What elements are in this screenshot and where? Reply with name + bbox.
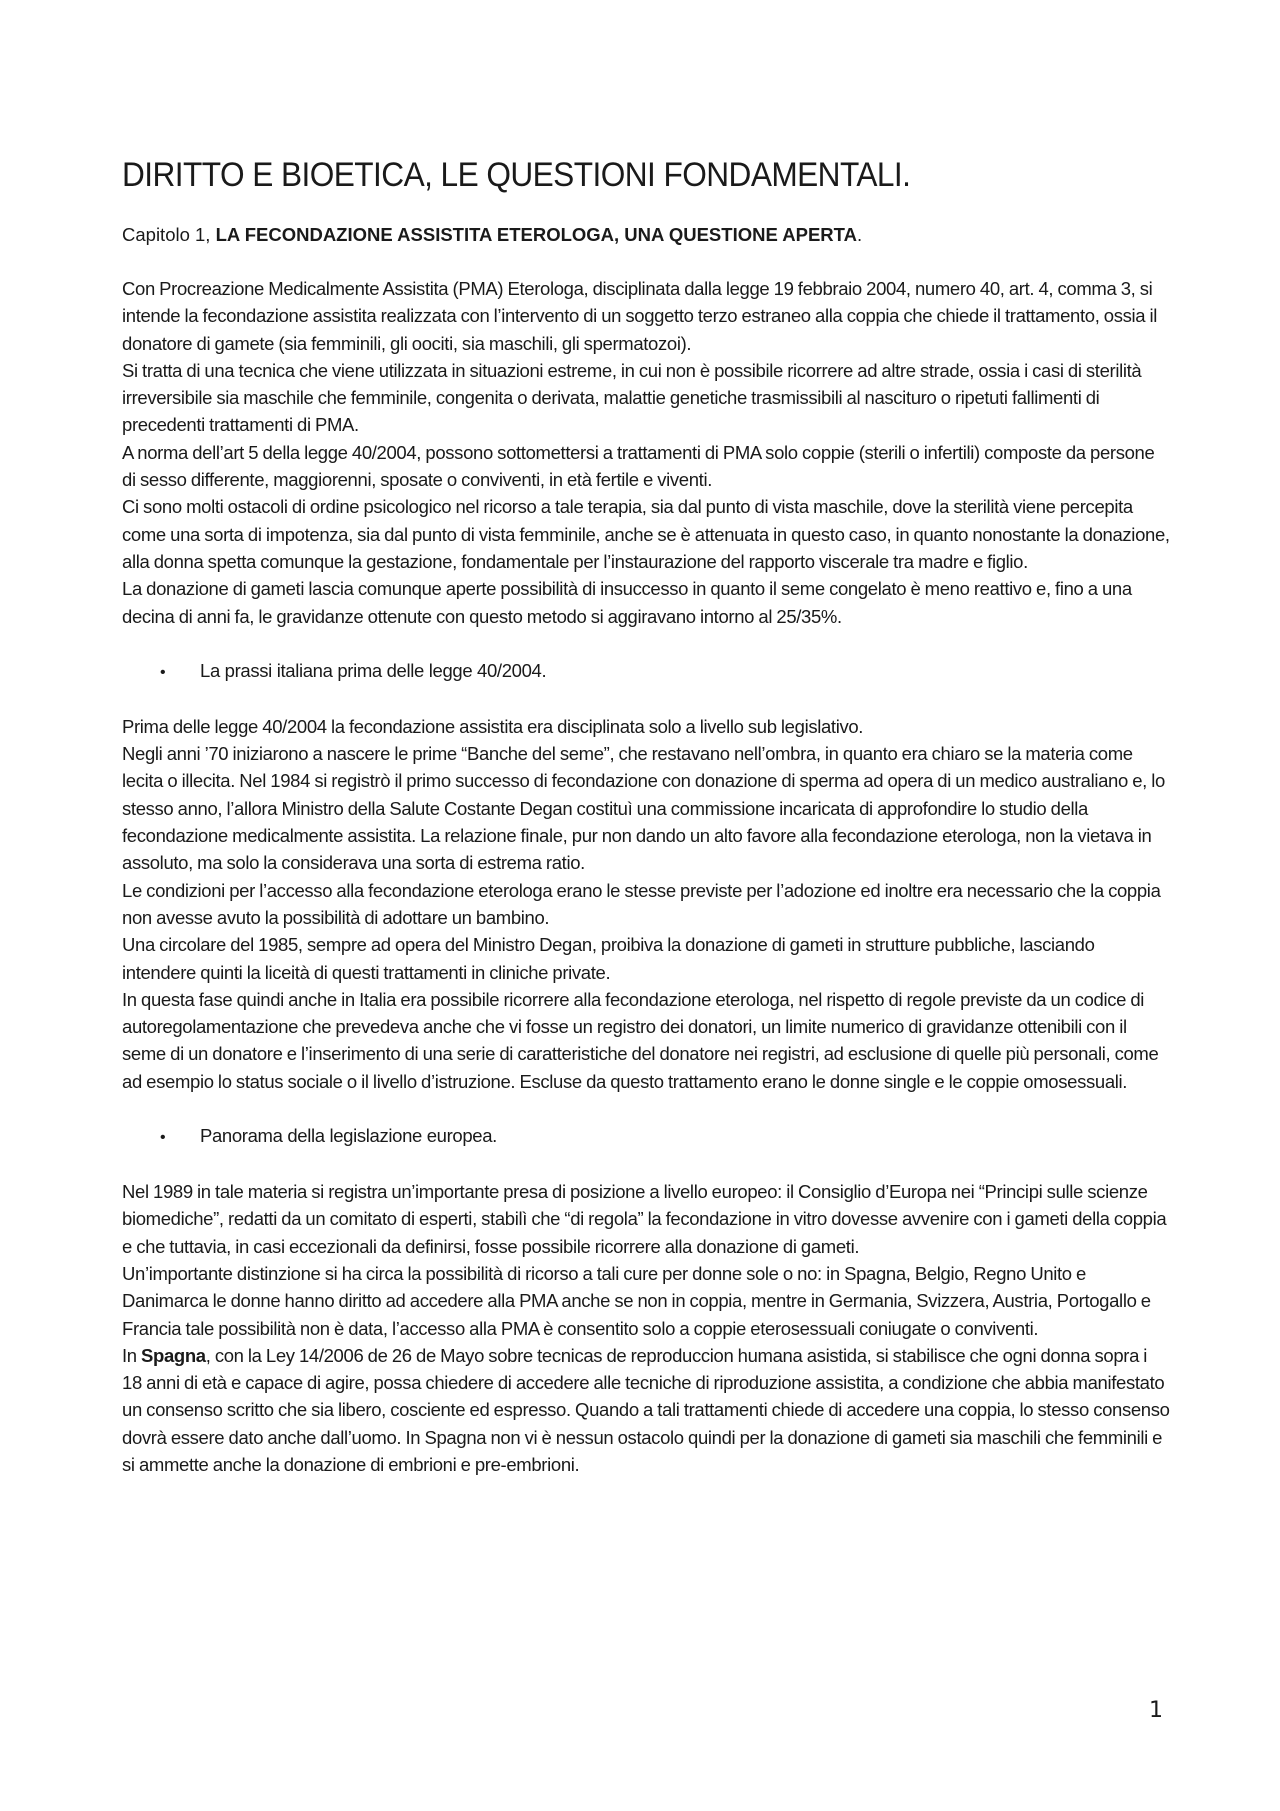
- paragraph: Con Procreazione Medicalmente Assistita (PMA) Eterologa, disciplinata dalla legge 19 febbraio 2004, numero 40, art. 4, comma 3, si intende la fecondazione assistita realizzata con l’intervento di un soggetto terzo estraneo alla coppia che chiede il trattamento, ossia il donatore di gamete (sia femminili, gli oociti, sia maschili, gli spermatozoi).: [122, 278, 1158, 354]
- paragraph: Nel 1989 in tale materia si registra un’importante presa di posizione a livello europeo: il Consiglio d’Europa nei “Principi sulle scienze biomediche”, redatti da un comitato di esperti, stabilì che “di regola” la fecondazione in vitro dovesse avvenire con i gameti della coppia e che tuttavia, in casi eccezionali da definirsi, fosse possibile ricorrere alla donazione di gameti.: [122, 1181, 1167, 1257]
- bullet-heading-european-legislation: [160, 1122, 1170, 1151]
- spain-prefix: In: [122, 1344, 142, 1366]
- paragraph: A norma dell’art 5 della legge 40/2004, possono sottomettersi a trattamenti di PMA solo coppie (sterili o infertili) composte da persone di sesso differente, maggiorenni, sposate o conviventi, in età fertile e viventi.: [122, 441, 1155, 491]
- paragraph: Negli anni ’70 iniziarono a nascere le prime “Banche del seme”, che restavano nell’ombra, in quanto era chiaro se la materia come lecita o illecita. Nel 1984 si registrò il primo successo di fecondazione con donazione di sperma ad opera di un medico australiano e, lo stesso anno, l’allora Ministro della Salute Costante Degan costituì una commissione incaricata di approfondire lo studio della fecondazione medicalmente assistita. La relazione finale, pur non dando un alto favore alla fecondazione eterologa, non la vietava in assoluto, ma solo la considerava una sorta di estrema ratio.: [122, 743, 1165, 874]
- page-number: 1: [1149, 1698, 1163, 1723]
- paragraph: Una circolare del 1985, sempre ad opera del Ministro Degan, proibiva la donazione di gameti in strutture pubbliche, lasciando intendere quinti la liceità di questi trattamenti in cliniche private.: [122, 934, 1095, 983]
- chapter-title: LA FECONDAZIONE ASSISTITA ETEROLOGA, UNA QUESTIONE APERTA: [215, 224, 857, 245]
- document-title: DIRITTO E BIOETICA, LE QUESTIONI FONDAMENTALI.: [122, 156, 911, 194]
- chapter-prefix: Capitolo 1,: [122, 224, 216, 245]
- bullet-icon: •: [160, 663, 166, 681]
- bullet-text: Panorama della legislazione europea.: [200, 1125, 497, 1147]
- paragraph: In questa fase quindi anche in Italia era possibile ricorrere alla fecondazione eterologa, nel rispetto di regole previste da un codice di autoregolamentazione che prevedeva anche che vi fosse un registro dei donatori, un limite numerico di gravidanze ottenibili con il seme di un donatore e l’inserimento di una serie di caratteristiche del donatore nei registri, ad esclusione di quelle più personali, come ad esempio lo status sociale o il livello d’istruzione. Escluse da questo trattamento erano le donne single e le coppie omosessuali.: [122, 988, 1159, 1092]
- chapter-heading: [122, 221, 1170, 248]
- paragraph: Un’importante distinzione si ha circa la possibilità di ricorso a tali cure per donne sole o no: in Spagna, Belgio, Regno Unito e Danimarca le donne hanno diritto ad accedere alla PMA anche se non in coppia, mentre in Germania, Svizzera, Austria, Portogallo e Francia tale possibilità non è data, l’accesso alla PMA è consentito solo a coppie eterosessuali coniugate o conviventi.: [122, 1262, 1151, 1339]
- spain-bold: Spagna: [141, 1344, 206, 1366]
- paragraph: Ci sono molti ostacoli di ordine psicologico nel ricorso a tale terapia, sia dal punto di vista maschile, dove la sterilità viene percepita come una sorta di impotenza, sia dal punto di vista femminile, anche se è attenuata in questo caso, in quanto nonostante la donazione, alla donna spetta comunque la gestazione, fondamentale per l’instaurazione del rapporto viscerale tra madre e figlio.: [122, 496, 1170, 572]
- bullet-text: La prassi italiana prima delle legge 40/2004.: [200, 659, 547, 681]
- section-introduction: [122, 275, 1170, 630]
- bullet-heading-italian-practice: [160, 657, 1170, 686]
- spain-text: , con la Ley 14/2006 de 26 de Mayo sobre tecnicas de reproduccion humana asistida, si stabilisce che ogni donna sopra i 18 anni di età e capace di agire, possa chiedere di accedere alle tecniche di riproduzione assistita, a condizione che abbia manifestato un consenso scritto che sia libero, cosciente ed espresso. Quando a tali trattamenti chiede di accedere una coppia, lo stesso consenso dovrà essere dato anche dall’uomo. In Spagna non vi è nessun ostacolo quindi per la donazione di gameti sia maschili che femminili e si ammette anche la donazione di embrioni e pre-embrioni.: [122, 1344, 1170, 1475]
- paragraph: Le condizioni per l’accesso alla fecondazione eterologa erano le stesse previste per l’adozione ed inoltre era necessario che la coppia non avesse avuto la possibilità di adottare un bambino.: [122, 879, 1161, 928]
- paragraph-spain: [122, 1342, 1170, 1478]
- paragraph: Si tratta di una tecnica che viene utilizzata in situazioni estreme, in cui non è possibile ricorrere ad altre strade, ossia i casi di sterilità irreversibile sia maschile che femminile, congenita o derivata, malattie genetiche trasmissibili al nascituro o ripetuti fallimenti di precedenti trattamenti di PMA.: [122, 359, 1142, 436]
- paragraph: Prima delle legge 40/2004 la fecondazione assistita era disciplinata solo a livello sub legislativo.: [122, 715, 864, 737]
- chapter-suffix: .: [856, 224, 863, 245]
- section-italian-practice: [122, 713, 1170, 1095]
- document-page: [122, 155, 1170, 1478]
- section-european-legislation: [122, 1178, 1170, 1478]
- paragraph: La donazione di gameti lascia comunque aperte possibilità di insuccesso in quanto il seme congelato è meno reattivo e, fino a una decina di anni fa, le gravidanze ottenute con questo metodo si aggiravano intorno al 25/35%.: [122, 578, 1132, 627]
- bullet-icon: •: [160, 1129, 166, 1147]
